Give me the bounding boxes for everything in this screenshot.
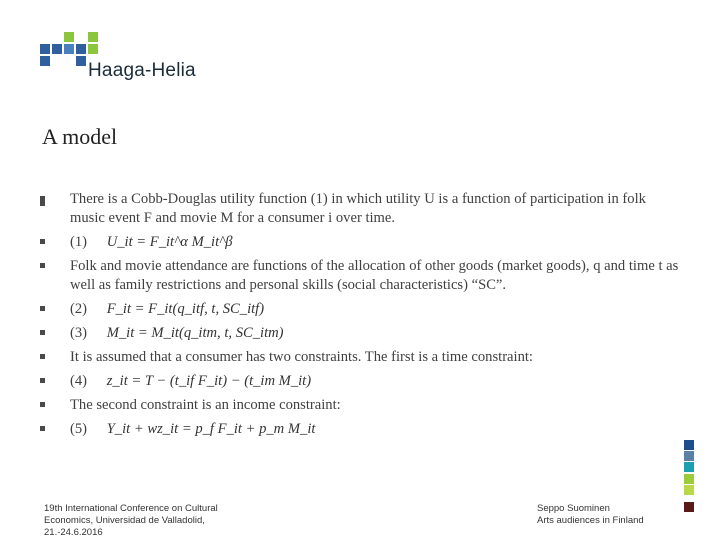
equation: F_it = F_it(q_itf, t, SC_itf) bbox=[106, 301, 265, 317]
bullet-item bbox=[40, 372, 680, 391]
equation-number: (3) bbox=[70, 325, 88, 341]
accent-stripe bbox=[684, 440, 694, 450]
bullet-marker bbox=[40, 402, 45, 407]
bullet-item bbox=[40, 190, 680, 228]
logo-square bbox=[64, 32, 74, 42]
bullet-text: Folk and movie attendance are functions of the allocation of other goods (market goods), q and time t as well as family restrictions and personal skills (social characteristics) “SC”. bbox=[70, 258, 679, 293]
bullet-item bbox=[40, 233, 680, 252]
bullet-text: There is a Cobb-Douglas utility function (1) in which utility U is a function of participation in folk music event F and movie M for a consumer i over time. bbox=[70, 191, 646, 226]
bullet-marker bbox=[40, 426, 45, 431]
logo-square bbox=[52, 44, 62, 54]
footer-conference: 19th International Conference on Cultural Economics, Universidad de Valladolid, 21.-24.6.2016 bbox=[44, 503, 218, 538]
equation-number: (1) bbox=[70, 234, 88, 250]
accent-stripe bbox=[684, 474, 694, 484]
logo-square bbox=[40, 44, 50, 54]
accent-stripe bbox=[684, 485, 694, 495]
equation: z_it = T − (t_if F_it) − (t_im M_it) bbox=[106, 373, 312, 389]
bullet-item bbox=[40, 324, 680, 343]
logo-text: Haaga-Helia bbox=[88, 60, 196, 81]
logo-square bbox=[76, 44, 86, 54]
logo-square bbox=[88, 44, 98, 54]
logo-square bbox=[64, 44, 74, 54]
logo-square bbox=[40, 56, 50, 66]
bullet-marker bbox=[40, 239, 45, 244]
bullet-item bbox=[40, 300, 680, 319]
accent-stripe bbox=[684, 502, 694, 512]
slide-title: A model bbox=[42, 124, 118, 149]
presentation-subtitle: Arts audiences in Finland bbox=[537, 515, 644, 526]
bullet-item bbox=[40, 257, 680, 295]
bullet-list bbox=[40, 190, 680, 444]
bullet-marker bbox=[40, 354, 45, 359]
bullet-marker bbox=[40, 196, 45, 206]
bullet-text: It is assumed that a consumer has two constraints. The first is a time constraint: bbox=[70, 349, 533, 365]
logo-square bbox=[88, 32, 98, 42]
equation: U_it = F_it^α M_it^β bbox=[106, 234, 233, 250]
bullet-text: The second constraint is an income constraint: bbox=[70, 397, 341, 413]
bullet-marker bbox=[40, 306, 45, 311]
bullet-item bbox=[40, 420, 680, 439]
accent-stripe bbox=[684, 451, 694, 461]
bullet-marker bbox=[40, 330, 45, 335]
bullet-item bbox=[40, 396, 680, 415]
accent-stripe bbox=[684, 462, 694, 472]
footer-author bbox=[537, 503, 644, 527]
equation: M_it = M_it(q_itm, t, SC_itm) bbox=[106, 325, 284, 341]
bullet-marker bbox=[40, 378, 45, 383]
bullet-item bbox=[40, 348, 680, 367]
logo-square bbox=[76, 56, 86, 66]
equation-number: (5) bbox=[70, 421, 88, 437]
author-name: Seppo Suominen bbox=[537, 503, 610, 514]
equation-number: (4) bbox=[70, 373, 88, 389]
bullet-marker bbox=[40, 263, 45, 268]
equation-number: (2) bbox=[70, 301, 88, 317]
equation: Y_it + wz_it = p_f F_it + p_m M_it bbox=[106, 421, 316, 437]
